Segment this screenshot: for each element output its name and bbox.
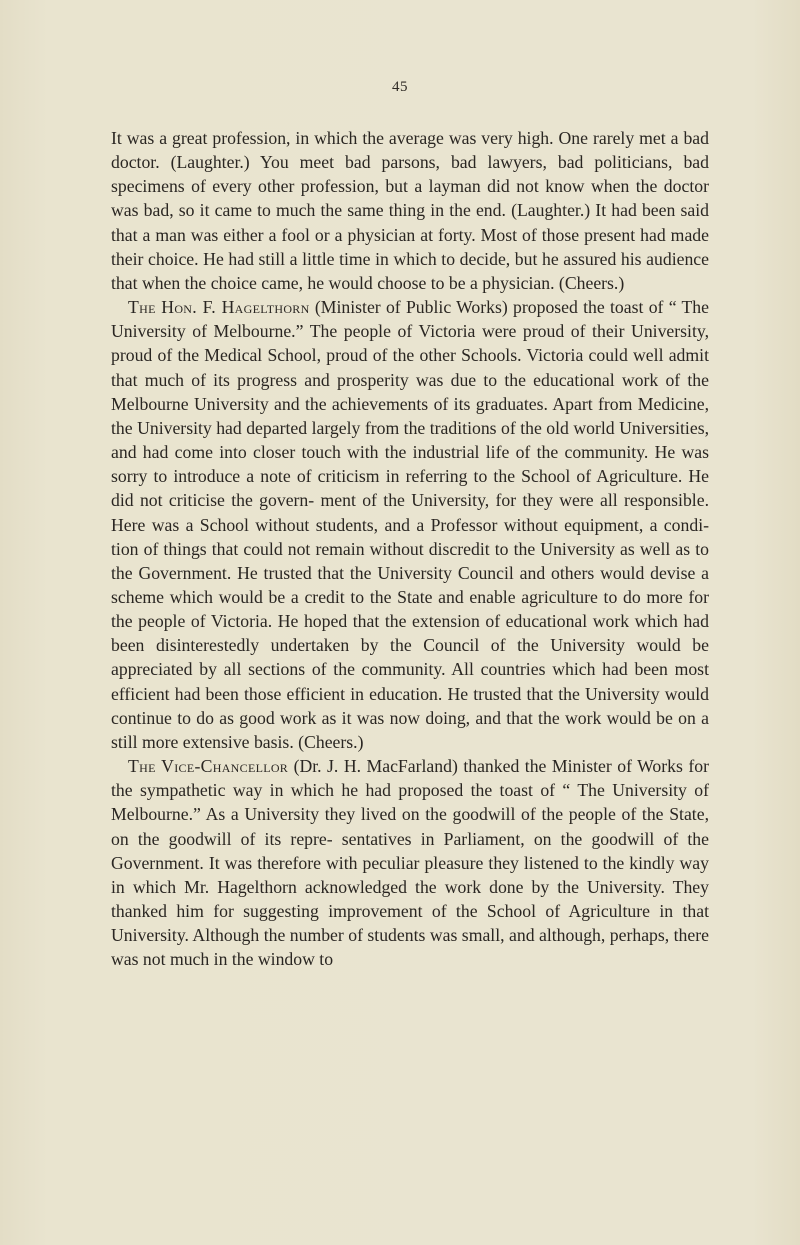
paragraph-2-text: (Minister of Public Works) proposed the toast of “ The University of Melbourne.” The people of Victoria were proud of their University, proud of the Medical School, proud of the other Schools. Victoria could well admit that much of its progress and prosperity was due to the educational work of the Melbourne University and the achievements of its graduates. Apart from Medicine, the University had departed largely from the traditions of the old world Universities, and had come into closer touch with the industrial life of the community. He was sorry to introduce a note of criticism in referring to the School of Agriculture. He did not criticise the govern- ment of the University, for they were all responsible. Here was a School without students, and a Professor without equipment, a condi- tion of things that could not remain without discredit to the University as well as to the Government. He trusted that the University Council and others would devise a scheme which would be a credit to the State and enable agriculture to do more for the people of Victoria. He hoped that the extension of educational work which had been disinterestedly undertaken by the Council of the University would be appreciated by all sections of the community. All countries which had been most efficient had been those efficient in education. He trusted that the University would continue to do as good work as it was now doing, and that the work would be on a still more extensive basis. (Cheers.) bbox=[111, 297, 710, 752]
body-text bbox=[111, 126, 709, 971]
speaker-name: The Hon. F. Hagelthorn bbox=[128, 297, 310, 318]
paragraph-2 bbox=[111, 295, 709, 754]
paragraph-3-text: (Dr. J. H. MacFarland) thanked the Minister of Works for the sympathetic way in which he had proposed the toast of “ The University of Melbourne.” As a University they lived on the goodwill of the people of the State, on the goodwill of its repre- sentatives in Parliament, on the goodwill of the Government. It was therefore with peculiar pleasure they listened to the kindly way in which Mr. Hagelthorn acknowledged the work done by the University. They thanked him for suggesting improvement of the School of Agriculture in that University. Although the number of students was small, and although, perhaps, there was not much in the window to bbox=[111, 756, 709, 970]
paragraph-1 bbox=[111, 126, 709, 295]
page-number: 45 bbox=[392, 79, 408, 95]
paragraph-1-text: It was a great profession, in which the average was very high. One rarely met a bad doctor. (Laughter.) You meet bad parsons, bad lawyers, bad politicians, bad specimens of every other profession, but a layman did not know when the doctor was bad, so it came to much the same thing in the end. (Laughter.) It had been said that a man was either a fool or a physician at forty. Most of those present had made their choice. He had still a little time in which to decide, but he assured his audience that when the choice came, he would choose to be a physician. (Cheers.) bbox=[111, 128, 709, 293]
paragraph-3 bbox=[111, 754, 709, 971]
speaker-name: The Vice-Chancellor bbox=[128, 756, 289, 777]
